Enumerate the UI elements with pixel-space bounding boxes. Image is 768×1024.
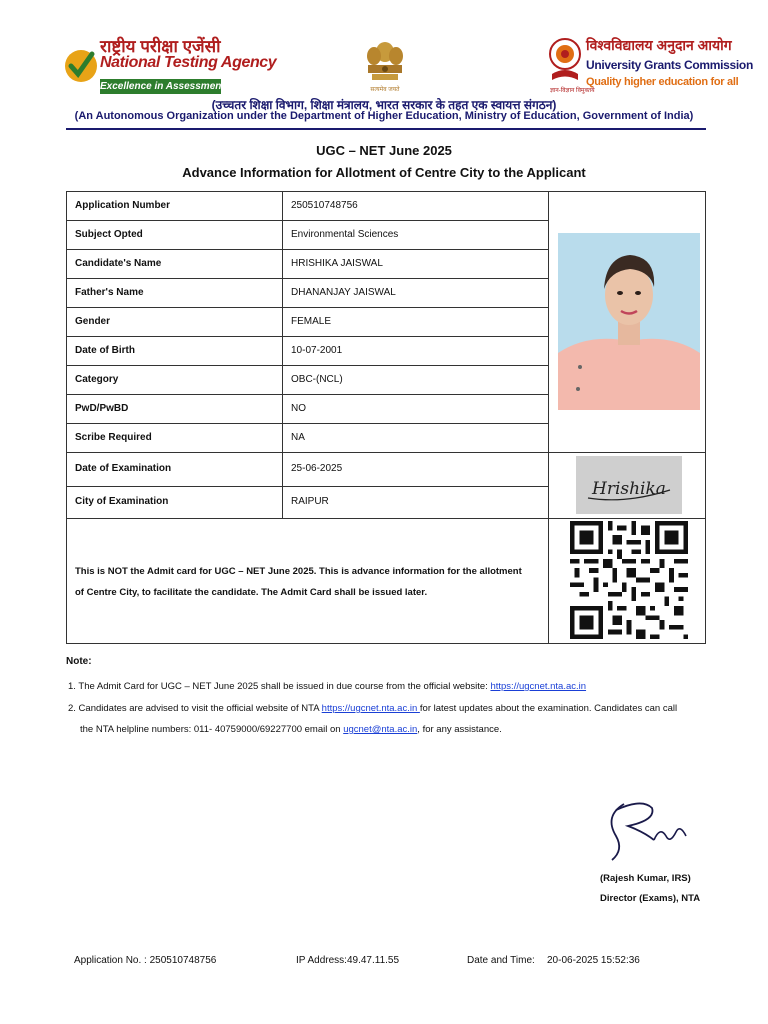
ugc-logo-mark [548, 36, 582, 86]
note-2-text-a: 2. Candidates are advised to visit the official website of NTA [68, 703, 322, 714]
table-divider [282, 191, 283, 519]
note-2-text-b: for latest updates about the examination. Candidates can call [419, 703, 678, 714]
value-exam-city: RAIPUR [291, 496, 329, 507]
table-divider [66, 486, 548, 487]
table-divider [66, 307, 548, 308]
table-divider [66, 423, 548, 424]
note-1-text: 1. The Admit Card for UGC – NET June 2025 shall be issued in due course from the official website: [68, 681, 491, 692]
ugcnet-website-link[interactable]: https://ugcnet.nta.ac.in [490, 681, 587, 692]
table-divider [66, 249, 548, 250]
emblem-motto: सत्यमेव जयते [370, 87, 400, 93]
document-title: Advance Information for Allotment of Centre City to the Applicant [182, 165, 586, 180]
value-gender: FEMALE [291, 316, 332, 327]
footer-ip-address: IP Address:49.47.11.55 [296, 955, 400, 966]
candidate-photo [558, 233, 700, 410]
hindi-subtitle: (उच्चतर शिक्षा विभाग, शिक्षा मंत्रालय, भारत सरकार के तहत एक स्वायत्त संगठन) [211, 98, 557, 112]
value-candidate-name: HRISHIKA JAISWAL [291, 258, 383, 269]
label-application-number: Application Number [75, 200, 171, 211]
table-divider [548, 191, 549, 644]
value-subject: Environmental Sciences [291, 229, 399, 240]
value-scribe: NA [291, 432, 305, 443]
label-pwd: PwD/PwBD [75, 403, 129, 414]
value-dob: 10-07-2001 [291, 345, 343, 356]
label-candidate-name: Candidate's Name [75, 258, 162, 269]
label-dob: Date of Birth [75, 345, 135, 356]
exam-title: UGC – NET June 2025 [316, 143, 452, 158]
footer-datetime-value: 20-06-2025 15:52:36 [547, 955, 640, 966]
label-father-name: Father's Name [75, 287, 144, 298]
table-divider [66, 452, 706, 453]
note-2 [68, 703, 677, 714]
value-category: OBC-(NCL) [291, 374, 343, 385]
director-signature [594, 796, 694, 864]
header-divider [66, 128, 706, 130]
note-2-continued [80, 724, 502, 735]
ugc-english-name: University Grants Commission [586, 58, 753, 72]
national-emblem-icon [362, 36, 408, 92]
footer-datetime-label: Date and Time: [467, 955, 535, 966]
value-exam-date: 25-06-2025 [291, 463, 343, 474]
nta-hindi-name: राष्ट्रीय परीक्षा एजेंसी [100, 37, 221, 56]
table-divider [66, 365, 548, 366]
label-gender: Gender [75, 316, 111, 327]
note-3-text-a: the NTA helpline numbers: 011- 40759000/69227700 email on [80, 724, 344, 735]
ugc-tagline: Quality higher education for all [586, 76, 739, 88]
signatory-designation: Director (Exams), NTA [600, 893, 701, 904]
note-1 [68, 681, 586, 692]
signatory-name: (Rajesh Kumar, IRS) [600, 873, 691, 884]
label-subject: Subject Opted [75, 229, 143, 240]
value-application-number: 250510748756 [291, 200, 358, 211]
label-scribe: Scribe Required [75, 432, 152, 443]
email-link[interactable]: ugcnet@nta.ac.in [343, 724, 418, 735]
table-divider [66, 394, 548, 395]
nta-english-name: National Testing Agency [100, 54, 277, 71]
english-subtitle: (An Autonomous Organization under the Department of Higher Education, Ministry of Education, Government of India) [74, 110, 694, 122]
candidate-signature [576, 456, 682, 514]
table-divider [66, 336, 548, 337]
notes-heading: Note: [66, 656, 92, 667]
value-pwd: NO [291, 403, 306, 414]
notice-line-1: This is NOT the Admit card for UGC – NET June 2025. This is advance information for the allotment [75, 566, 522, 577]
label-category: Category [75, 374, 119, 385]
note-3-text-b: , for any assistance. [417, 724, 502, 735]
table-divider [66, 518, 706, 519]
label-exam-city: City of Examination [75, 496, 169, 507]
label-exam-date: Date of Examination [75, 463, 172, 474]
ugc-hindi-name: विश्वविद्यालय अनुदान आयोग [586, 37, 732, 53]
nta-tagline: Excellence in Assessment [100, 81, 225, 92]
footer-application-number: Application No. : 250510748756 [74, 955, 217, 966]
nta-website-link[interactable]: https://ugcnet.nta.ac.in [321, 703, 420, 714]
qr-code [567, 521, 691, 639]
notice-line-2: of Centre City, to facilitate the candidate. The Admit Card shall be issued later. [75, 587, 428, 598]
table-divider [66, 220, 548, 221]
value-father-name: DHANANJAY JAISWAL [291, 287, 396, 298]
table-divider [66, 278, 548, 279]
candidate-signature-text: Hrishika [592, 479, 666, 499]
ugc-motto: ज्ञान-विज्ञान विमुक्तये [550, 88, 595, 94]
nta-logo-mark [64, 42, 98, 84]
